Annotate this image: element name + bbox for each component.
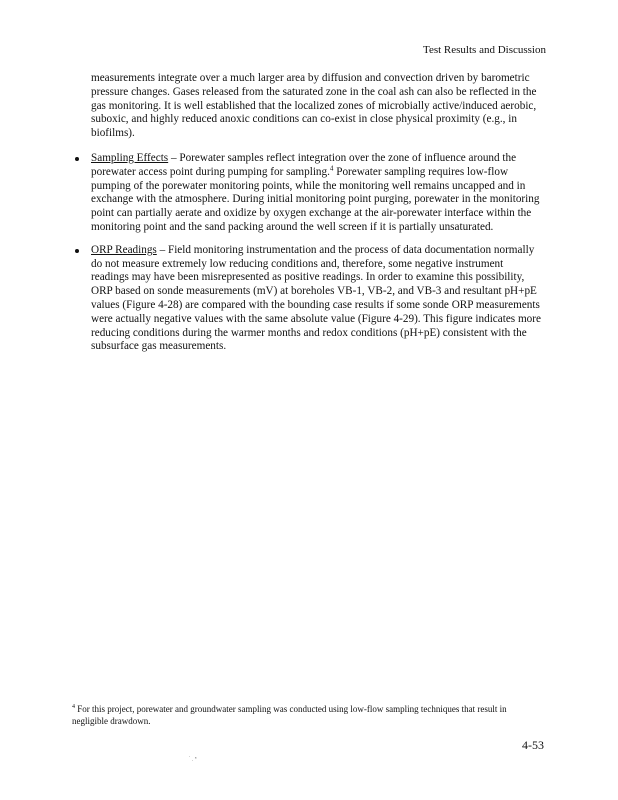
main-content — [91, 72, 541, 363]
bullet-text: – Porewater samples reflect integration over the zone of influence around the porewater access point during pumping for sampling. — [91, 151, 517, 178]
page-number: 4-53 — [522, 738, 544, 752]
bullet-text: – Field monitoring instrumentation and the process of data documentation normally do not measure extremely low reducing conditions and, therefore, some negative instrument readings may have been misrepresented as positive readings. In order to examine this possibility, ORP based on sonde measurements (mV) at boreholes VB-1, VB-2, and VB-3 and resultant pH+pE values (Figure 4-28) are compared with the bounding case results if some sonde ORP measurements were actually negative values with the same absolute value (Figure 4-29). This figure indicates more reducing conditions during the warmer months and redox conditions (pH+pE) consistent with the subsurface gas measurements. — [91, 243, 541, 353]
intro-paragraph: measurements integrate over a much larger area by diffusion and convection driven by barometric pressure changes. Gases released from the saturated zone in the coal ash can also be reflected in the gas monitoring. It is well established that the localized zones of microbially active/induced aerobic, suboxic, and highly reduced anoxic conditions can co-exist in close physical proximity (e.g., in biofilms). — [91, 72, 537, 140]
running-header: Test Results and Discussion — [423, 44, 546, 56]
bullet-term: ORP Readings — [91, 243, 157, 256]
bullet-orp-readings — [91, 244, 541, 354]
footnote — [72, 703, 542, 727]
bullet-icon — [75, 249, 79, 253]
scan-mark: ˈ ˌ ⁿ — [189, 757, 197, 762]
bullet-term: Sampling Effects — [91, 151, 169, 164]
bullet-text-continued: Porewater sampling requires low-flow pumping of the porewater monitoring points, while the monitoring well remains uncapped and in exchange with the atmosphere. During initial monitoring point purging, porewater in the monitoring point can partially aerate and oxidize by oxygen exchange at the air-porewater interface within the monitoring point and the sand packing around the well screen if it is partially unsaturated. — [91, 165, 540, 233]
footnote-text: For this project, porewater and groundwater sampling was conducted using low-flow sampling techniques that result in negligible drawdown. — [72, 704, 507, 726]
footnote-reference[interactable]: 4 — [329, 164, 334, 173]
bullet-icon — [75, 157, 79, 161]
bullet-sampling-effects — [91, 152, 541, 235]
footnote-marker: 4 — [72, 704, 75, 710]
